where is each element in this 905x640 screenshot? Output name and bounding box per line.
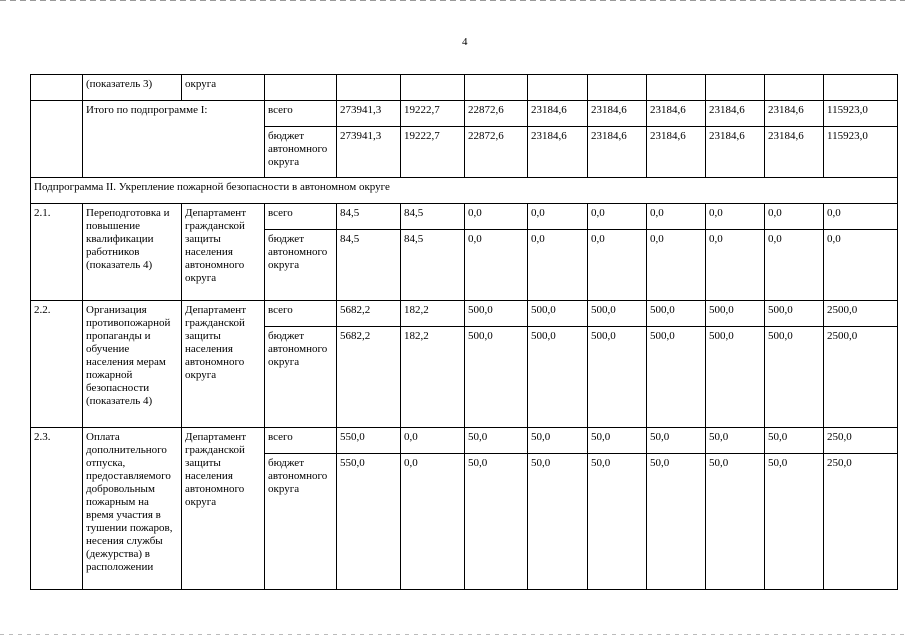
totals-label: Итого по подпрограмме I: [83, 101, 265, 178]
cell-value: 0,0 [588, 230, 647, 301]
cell-value: 2500,0 [824, 327, 898, 428]
cell-source: всего [265, 101, 337, 127]
cell-executor: Департамент гражданской защиты населения автономного округа [182, 428, 265, 590]
cell-value: 0,0 [647, 204, 706, 230]
cell-value: 273941,3 [337, 127, 401, 178]
cell-value: 500,0 [528, 301, 588, 327]
cell-value: 50,0 [706, 428, 765, 454]
cell-value: 50,0 [588, 428, 647, 454]
cell-value [401, 75, 465, 101]
cell-value: 23184,6 [647, 127, 706, 178]
cell-value: 500,0 [588, 301, 647, 327]
cell-value: 23184,6 [706, 127, 765, 178]
table-row [31, 75, 898, 101]
cell-value: 500,0 [528, 327, 588, 428]
cell-value: 23184,6 [647, 101, 706, 127]
cell-source: бюджет автономного округа [265, 127, 337, 178]
cell-value: 50,0 [647, 454, 706, 590]
section-title: Подпрограмма II. Укрепление пожарной безопасности в автономном округе [31, 178, 898, 204]
cell-value: 500,0 [706, 327, 765, 428]
cell-value: 50,0 [465, 454, 528, 590]
cell-value [465, 75, 528, 101]
cell-value: 0,0 [528, 230, 588, 301]
cell-value: 50,0 [528, 454, 588, 590]
table-row [31, 301, 898, 327]
cell-value: 84,5 [401, 204, 465, 230]
cell-num [31, 101, 83, 178]
page-number: 4 [462, 36, 468, 48]
cell-value: 550,0 [337, 428, 401, 454]
cell-value: 250,0 [824, 454, 898, 590]
cell-executor: Департамент гражданской защиты населения автономного округа [182, 204, 265, 301]
cell-name: Переподготовка и повышение квалификации работников (показатель 4) [83, 204, 182, 301]
cell-value: 50,0 [765, 454, 824, 590]
cell-value: 50,0 [465, 428, 528, 454]
cell-value: 500,0 [465, 301, 528, 327]
cell-value: 23184,6 [528, 101, 588, 127]
cell-value: 500,0 [765, 301, 824, 327]
cell-num: 2.1. [31, 204, 83, 301]
cell-value: 23184,6 [588, 101, 647, 127]
scan-edge-top [0, 0, 905, 1]
cell-value: 250,0 [824, 428, 898, 454]
cell-value: 500,0 [647, 327, 706, 428]
cell-num: 2.3. [31, 428, 83, 590]
cell-value: 0,0 [824, 230, 898, 301]
cell-value: 500,0 [647, 301, 706, 327]
cell-value: 550,0 [337, 454, 401, 590]
table-row [31, 101, 898, 127]
cell-value [765, 75, 824, 101]
cell-value: 23184,6 [528, 127, 588, 178]
cell-value: 0,0 [465, 230, 528, 301]
budget-table [30, 74, 898, 590]
cell-value: 19222,7 [401, 127, 465, 178]
cell-value: 0,0 [706, 204, 765, 230]
cell-value [824, 75, 898, 101]
cell-value: 19222,7 [401, 101, 465, 127]
cell-value: 0,0 [706, 230, 765, 301]
cell-value: 182,2 [401, 301, 465, 327]
cell-name: Организация противопожарной пропаганды и обучение населения мерам пожарной безопасности (показатель 4) [83, 301, 182, 428]
cell-value: 0,0 [465, 204, 528, 230]
cell-executor: Департамент гражданской защиты населения автономного округа [182, 301, 265, 428]
cell-value: 0,0 [528, 204, 588, 230]
cell-value: 22872,6 [465, 101, 528, 127]
cell-value: 0,0 [765, 204, 824, 230]
cell-num [31, 75, 83, 101]
cell-value [647, 75, 706, 101]
cell-value: 2500,0 [824, 301, 898, 327]
cell-source: бюджет автономного округа [265, 230, 337, 301]
cell-value: 84,5 [337, 204, 401, 230]
cell-value: 84,5 [401, 230, 465, 301]
cell-value: 50,0 [706, 454, 765, 590]
cell-value: 0,0 [647, 230, 706, 301]
cell-value: 23184,6 [706, 101, 765, 127]
cell-value: 500,0 [706, 301, 765, 327]
cell-value: 50,0 [588, 454, 647, 590]
cell-value: 0,0 [824, 204, 898, 230]
cell-source: всего [265, 301, 337, 327]
table-row [31, 178, 898, 204]
cell-value [337, 75, 401, 101]
table-row [31, 204, 898, 230]
cell-num: 2.2. [31, 301, 83, 428]
cell-value: 115923,0 [824, 101, 898, 127]
cell-value [706, 75, 765, 101]
cell-value: 500,0 [465, 327, 528, 428]
cell-value: 500,0 [588, 327, 647, 428]
cell-value: 50,0 [647, 428, 706, 454]
cell-value: 182,2 [401, 327, 465, 428]
cell-source: всего [265, 204, 337, 230]
cell-value: 5682,2 [337, 301, 401, 327]
cell-source: бюджет автономного округа [265, 454, 337, 590]
cell-value: 23184,6 [765, 127, 824, 178]
cell-value: 84,5 [337, 230, 401, 301]
cell-value: 23184,6 [588, 127, 647, 178]
cell-value: 0,0 [401, 428, 465, 454]
cell-source [265, 75, 337, 101]
cell-value: 22872,6 [465, 127, 528, 178]
cell-value: 0,0 [765, 230, 824, 301]
cell-value: 0,0 [401, 454, 465, 590]
cell-value: 50,0 [528, 428, 588, 454]
cell-value: 500,0 [765, 327, 824, 428]
cell-value: 115923,0 [824, 127, 898, 178]
cell-name: (показатель 3) [83, 75, 182, 101]
table-row [31, 428, 898, 454]
cell-value: 23184,6 [765, 101, 824, 127]
cell-value [528, 75, 588, 101]
cell-value: 5682,2 [337, 327, 401, 428]
cell-executor: округа [182, 75, 265, 101]
cell-name: Оплата дополнительного отпуска, предоставляемого добровольным пожарным на время участия в тушении пожаров, несения службы (дежурства) в расположении [83, 428, 182, 590]
cell-value: 273941,3 [337, 101, 401, 127]
scan-edge-bottom [0, 634, 905, 635]
cell-value: 0,0 [588, 204, 647, 230]
cell-value [588, 75, 647, 101]
cell-value: 50,0 [765, 428, 824, 454]
cell-source: бюджет автономного округа [265, 327, 337, 428]
cell-source: всего [265, 428, 337, 454]
